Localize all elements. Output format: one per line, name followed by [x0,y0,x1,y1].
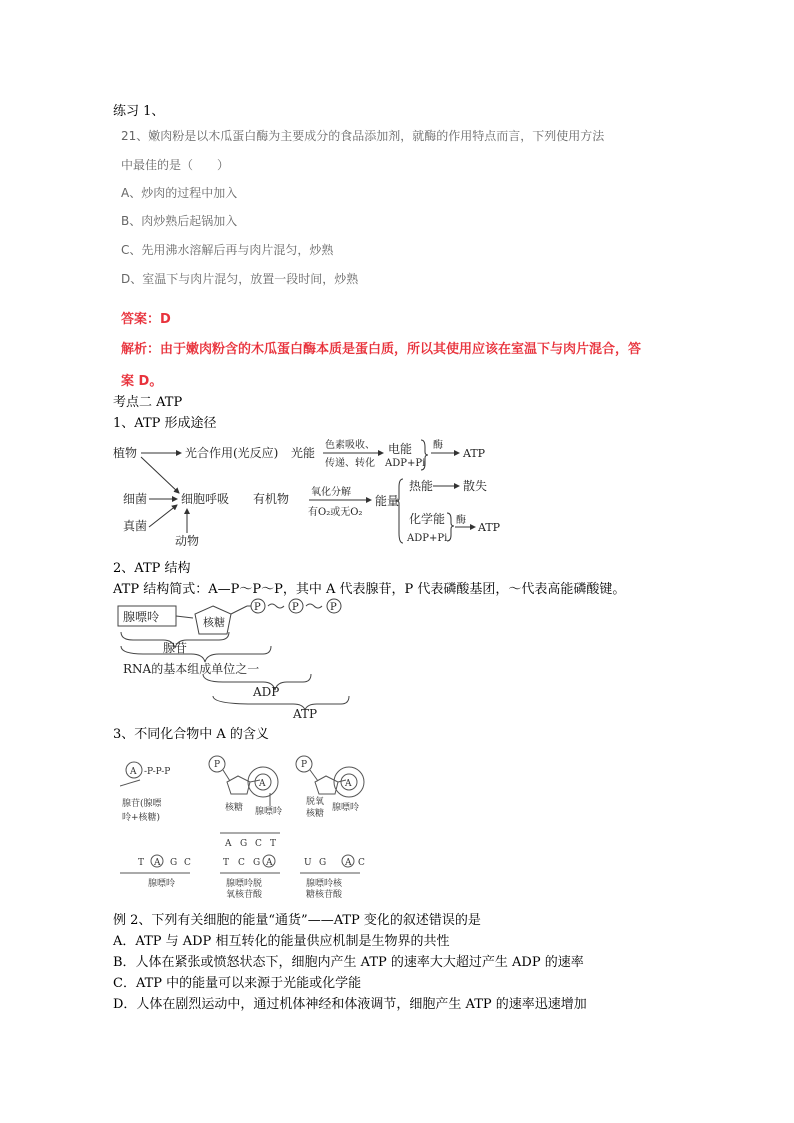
option-b: B、肉炒熟后起锅加入 [121,214,238,228]
chain-a: A [130,767,137,777]
phosphate-1: P [254,602,261,613]
example2-question: 例 2、下列有关细胞的能量“通货”——ATP 变化的叙述错误的是 [113,913,481,928]
atp-top: ATP [463,447,486,460]
dna-bottom-3: G [170,858,178,868]
question-line-2: 中最佳的是（ ） [121,158,230,172]
dissipate-label: 散失 [463,479,488,493]
dna2-bottom-2: C [238,858,245,868]
rna-caption-line1: 腺嘌呤核 [306,879,343,889]
adenine-caption-2: 腺嘌呤 [332,803,360,813]
p-symbol-1: P [214,760,221,770]
rna-unit-label: RNA的基本组成单位之一 [123,662,260,676]
organic-label: 有机物 [253,492,290,506]
adp-pi-bottom: ADP+Pi [407,533,448,544]
dna2-bottom-1: T [223,858,230,868]
meaning-of-a-diagram [120,748,380,898]
electric-energy-label: 电能 [388,442,413,456]
subheading-meaning: 3、不同化合物中 A 的含义 [113,727,269,742]
enzyme-top: 酶 [433,440,443,451]
option-c: C、先用沸水溶解后再与肉片混匀，炒熟 [121,243,334,257]
section-title: 考点二 ATP [113,395,183,410]
rna-bottom-3: A [345,858,352,868]
plant-label: 植物 [113,446,138,460]
dna-top-3: C [255,839,262,849]
energy-label: 能量 [375,494,400,508]
transfer-label: 传递、转化 [325,458,375,469]
answer: 答案：D [121,312,171,327]
oxidation-label: 氧化分解 [311,487,351,498]
analysis-line-2: 案 D。 [121,374,163,389]
option-d: D、室温下与肉片混匀，放置一段时间，炒熟 [121,272,359,286]
rna-bottom-1: U [304,858,312,868]
caption1-line1: 腺苷(腺嘌 [122,799,162,809]
animals-label: 动物 [175,534,200,548]
photosynthesis-label: 光合作用(光反应) [185,446,279,460]
question-line-1: 21、嫩肉粉是以木瓜蛋白酶为主要成分的食品添加剂，就酶的作用特点而言，下列使用方法 [121,129,605,143]
fungi-label: 真菌 [123,519,148,533]
adenine-label: 腺嘌呤 [123,610,160,624]
rna-bottom-4: C [358,858,365,868]
deoxyribose-line1: 脱氧 [306,797,325,807]
dna-bottom-4: C [184,858,191,868]
dna2-bottom-4: A [266,858,273,868]
adenosine-label: 腺苷 [163,641,188,655]
example2-option-c: C．ATP 中的能量可以来源于光能或化学能 [113,976,362,991]
caption1-line2: 呤+核糖) [122,813,161,823]
chemical-energy-label: 化学能 [409,512,446,526]
dna-bottom-2: A [154,858,161,868]
bacteria-label: 细菌 [123,492,148,506]
subheading-formation: 1、ATP 形成途径 [113,416,217,431]
p-symbol-2: P [301,760,308,770]
adenine-caption: 腺嘌呤 [255,807,283,817]
rna-bottom-2: G [319,858,327,868]
analysis-line-1: 解析：由于嫩肉粉含的木瓜蛋白酶本质是蛋白质，所以其使用应该在室温下与肉片混合，答 [121,342,642,357]
ribose-label: 核糖 [203,616,225,629]
rna-caption-line2: 糖核苷酸 [306,890,343,898]
adp-label: ADP [253,685,280,699]
respiration-label: 细胞呼吸 [181,492,230,506]
atp-structure-diagram [113,598,353,720]
pigment-label: 色素吸收、 [325,440,375,451]
adp-pi-top: ADP+Pi [385,458,426,469]
o2-condition-label: 有O₂或无O₂ [308,507,363,518]
dna-bottom-1: T [138,858,145,868]
light-energy-label: 光能 [291,446,316,460]
enzyme-bottom: 酶 [456,515,466,526]
structure-formula-text: ATP 结构简式：A—P～P～P，其中 A 代表腺苷，P 代表磷酸基团，～代表高能磷酸键。 [113,582,626,597]
dna-caption: 腺嘌呤 [148,879,176,889]
dna2-caption-line2: 氧核苷酸 [226,890,263,898]
example2-option-a: A．ATP 与 ADP 相互转化的能量供应机制是生物界的共性 [113,934,450,949]
option-a: A、炒肉的过程中加入 [121,186,238,200]
atp-formation-diagram [113,435,533,550]
chain-p: -P-P-P [144,767,171,777]
a-symbol-1: A [259,779,266,789]
dna-top-4: T [270,839,277,849]
atp-label: ATP [293,707,318,720]
dna2-caption-line1: 腺嘌呤脱 [226,879,263,889]
atp-bottom: ATP [478,521,501,534]
dna2-bottom-3: G [253,858,261,868]
phosphate-3: P [330,602,337,613]
example2-option-b: B．人体在紧张或愤怒状态下，细胞内产生 ATP 的速率大大超过产生 ADP 的速率 [113,955,584,970]
ribose-caption: 核糖 [225,803,244,813]
dna-top-1: A [225,839,232,849]
phosphate-2: P [292,602,299,613]
deoxyribose-line2: 核糖 [306,809,325,819]
a-symbol-2: A [345,779,352,789]
dna-top-2: G [240,839,248,849]
practice-heading: 练习 1、 [113,104,165,119]
subheading-structure: 2、ATP 结构 [113,561,191,576]
example2-option-d: D．人体在剧烈运动中，通过机体神经和体液调节，细胞产生 ATP 的速率迅速增加 [113,997,587,1012]
heat-energy-label: 热能 [409,479,434,493]
